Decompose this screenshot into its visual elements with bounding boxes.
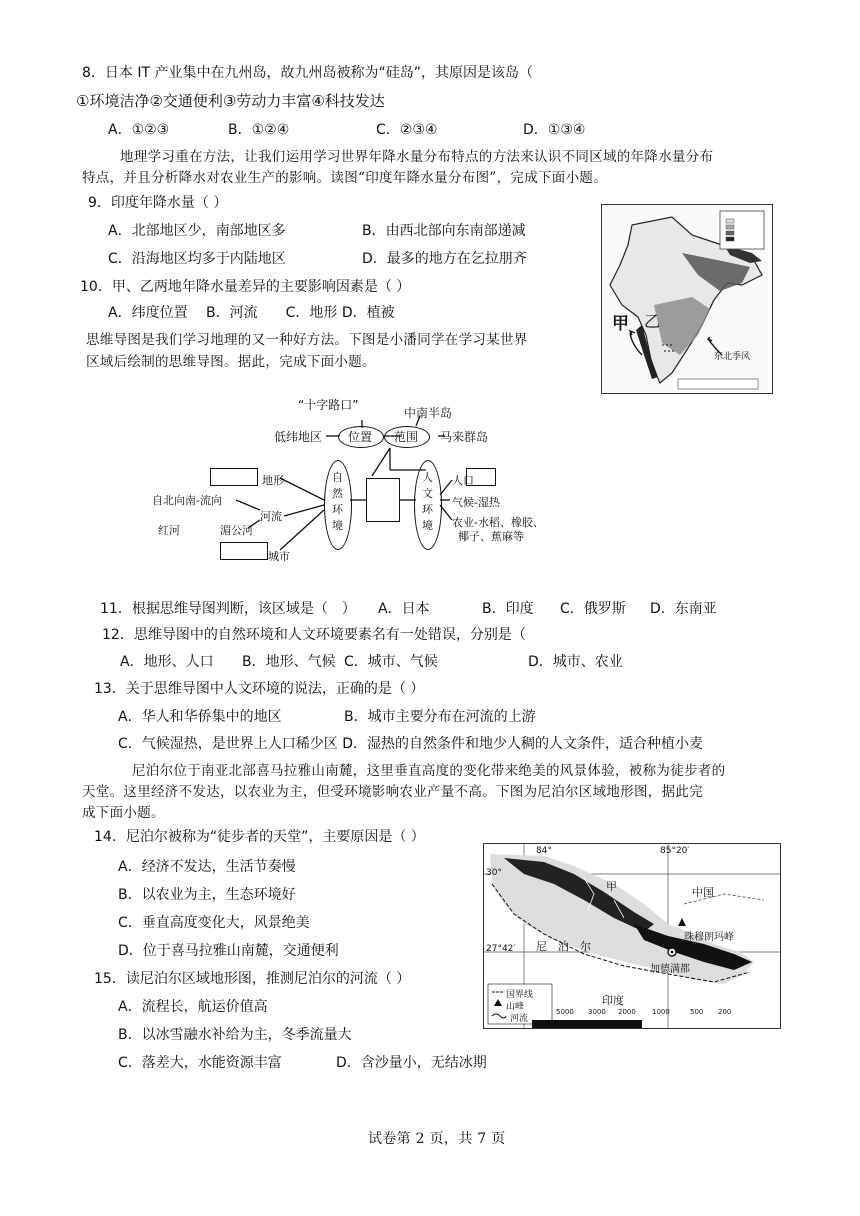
q8-option-b[interactable]: B．①②④ [228,122,290,138]
mm-city-blank[interactable] [220,542,268,560]
q13-option-b[interactable]: B．城市主要分布在河流的上游 [344,709,536,725]
q9-option-d[interactable]: D．最多的地方在乞拉朋齐 [362,251,527,267]
mm-population-blank[interactable] [466,468,496,486]
mm-natural: 自然环境 [332,471,343,532]
q14-stem: 14．尼泊尔被称为“徒步者的天堂”，主要原因是（ ） [94,829,425,845]
nepal-india: 印度 [602,994,624,1007]
mm-terrain: 地形 [262,474,284,487]
nepal-kathmandu: 加德满都 [650,964,690,975]
q11-option-a[interactable]: A．日本 [378,601,430,617]
mm-mekong: 湄公河 [220,524,253,537]
q8-option-d[interactable]: D．①③④ [523,122,586,138]
mm-scope: 范围 [394,430,419,444]
intro3-line2: 天堂。这里经济不发达，以农业为主，但受环境影响农业产量不高。下图为尼泊尔区域地形图，据此完 [82,784,703,800]
mm-human: 人文环境 [422,471,433,532]
q11-stem: 11．根据思维导图判断，该区域是（ ） [100,601,356,617]
q8-option-a[interactable]: A．①②③ [108,122,170,138]
nepal-legend-border: 国界线 [506,990,534,1000]
q9-option-a[interactable]: A．北部地区少，南部地区多 [108,223,286,239]
mm-river-flow: 自北向南-流向 [152,494,222,507]
mm-terrain-blank[interactable] [210,468,258,486]
mm-climate: 气候-湿热 [452,496,500,509]
q13-option-cd[interactable]: C．气候湿热，是世界上人口稀少区 D．湿热的自然条件和地少人稠的人文条件，适合种植小麦 [118,736,704,752]
mm-cities: 城市 [268,550,290,563]
mm-agri2: 椰子、蕉麻等 [458,530,524,543]
nepal-scale-2: 2000 [618,1008,636,1016]
nepal-lon1: 84° [536,846,552,856]
q14-option-b[interactable]: B．以农业为主，生态环境好 [118,887,296,903]
mm-agri1: 农业-水稻、橡胶、 [452,516,544,529]
india-rainfall-map [601,204,773,394]
q15-option-a[interactable]: A．流程长，航运价值高 [118,999,268,1015]
india-map-label-jia: 甲 [612,314,629,334]
q8-option-c[interactable]: C．②③④ [376,122,438,138]
q9-stem: 9．印度年降水量（ ） [88,195,228,211]
nepal-country: 尼 泊 尔 [536,940,591,953]
intro3-line1: 尼泊尔位于南亚北部喜马拉雅山南麓，这里垂直高度的变化带来绝美的风景体验，被称为徒步者的 [132,763,726,779]
q13-stem: 13．关于思维导图中人文环境的说法，正确的是（ ） [94,681,425,697]
q11-option-d[interactable]: D．东南亚 [650,601,717,617]
mm-red-river: 红河 [158,524,180,537]
intro1-line2: 特点，并且分析降水对农业生产的影响。读图“印度年降水量分布图”，完成下面小题。 [82,170,608,186]
q15-stem: 15．读尼泊尔区域地形图，推测尼泊尔的河流（ ） [94,971,411,987]
nepal-lat1: 30° [486,868,502,878]
nepal-map-graphic [484,844,780,1028]
q14-option-a[interactable]: A．经济不发达，生活节奏慢 [118,859,296,875]
nepal-legend-peak: 山峰 [506,1002,525,1012]
q11-option-c[interactable]: C．俄罗斯 [560,601,626,617]
mm-low-lat: 低纬地区 [274,430,323,444]
nepal-terrain-map [483,843,781,1029]
q10-stem: 10．甲、乙两地年降水量差异的主要影响因素是（ ） [80,279,411,295]
q14-option-c[interactable]: C．垂直高度变化大，风景绝美 [118,915,310,931]
q10-options[interactable]: A．纬度位置 B．河流 C．地形 D．植被 [108,305,395,321]
intro2-line2: 区域后绘制的思维导图。据此，完成下面小题。 [86,354,376,370]
india-map-wind-label: 东北季风 [714,352,751,362]
nepal-lon2: 85°20′ [660,846,690,856]
q15-option-b[interactable]: B．以冰雪融水补给为主，冬季流量大 [118,1027,352,1043]
nepal-jia: 甲 [606,880,617,893]
intro2-line1: 思维导图是我们学习地理的又一种好方法。下图是小潘同学在学习某世界 [86,332,528,348]
q9-option-c[interactable]: C．沿海地区均多于内陆地区 [108,251,286,267]
q12-option-a[interactable]: A．地形、人口 [120,654,214,670]
intro1-line1: 地理学习重在方法，让我们运用学习世界年降水量分布特点的方法来认识不同区域的年降水量分布 [120,149,714,165]
nepal-scale-1: 3000 [588,1008,606,1016]
intro3-line3: 成下面小题。 [82,805,165,821]
india-map-graphic [602,205,772,393]
mm-malay: 马来群岛 [440,430,489,444]
mind-map [140,390,580,590]
q9-option-b[interactable]: B．由西北部向东南部递减 [362,223,526,239]
mm-crossroads: “十字路口” [298,398,359,412]
mm-population: 人口 [452,474,474,487]
nepal-everest: 珠穆朗玛峰 [684,932,734,943]
q12-option-d[interactable]: D．城市、农业 [528,654,623,670]
nepal-legend-river: 河流 [510,1014,529,1024]
mind-map-connectors [140,390,580,590]
nepal-scale-0: 5000 [556,1008,574,1016]
q14-option-d[interactable]: D．位于喜马拉雅山南麓，交通便利 [118,943,339,959]
india-map-label-yi: 乙 [644,312,661,331]
nepal-scale-4: 500 [690,1008,704,1016]
mm-position: 位置 [348,430,373,444]
q11-option-b[interactable]: B．印度 [482,601,534,617]
nepal-china: 中国 [692,886,714,899]
nepal-scale-3: 1000 [652,1008,670,1016]
q15-option-c[interactable]: C．落差大，水能资源丰富 [118,1055,282,1071]
mm-indochina: 中南半岛 [404,406,453,420]
q8-factors: ①环境洁净②交通便利③劳动力丰富④科技发达 [76,92,385,110]
q12-option-c[interactable]: C．城市、气候 [344,654,438,670]
q13-option-a[interactable]: A．华人和华侨集中的地区 [118,709,282,725]
nepal-scale-5: 200 [718,1008,732,1016]
q15-option-d[interactable]: D．含沙量小，无结冰期 [336,1055,487,1071]
q12-stem: 12．思维导图中的自然环境和人文环境要素名有一处错误，分别是（ [102,627,526,643]
mm-center-box [366,478,400,522]
q12-option-b[interactable]: B．地形、气候 [242,654,336,670]
mm-rivers: 河流 [260,510,282,523]
page-footer: 试卷第 2 页，共 7 页 [368,1131,506,1147]
nepal-lat2: 27°42′ [486,944,516,954]
q8-stem: 8．日本 IT 产业集中在九州岛，故九州岛被称为“硅岛”，其原因是该岛（ [82,65,533,81]
